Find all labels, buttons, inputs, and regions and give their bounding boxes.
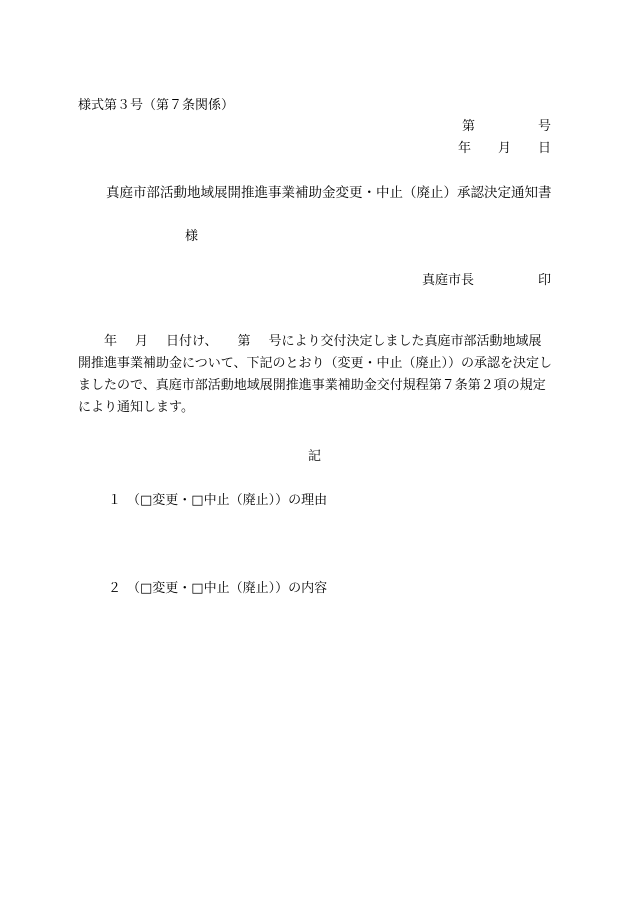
- doc-number-go: 号: [538, 119, 552, 134]
- date-year: 年: [458, 141, 472, 156]
- body-text: 号により交付決定しました真庭市部活動地域展開推進事業補助金について、下記のとおり（変更・中止（廃止））の承認を決定しましたので、真庭市部活動地域展開推進事業補助金交付規程第７条第２項の規定により通知します。: [78, 334, 552, 415]
- issuer-seal: 印: [538, 273, 552, 288]
- body-year: 年: [104, 334, 118, 349]
- body-number-dai: 第: [237, 334, 251, 349]
- document-title: 真庭市部活動地域展開推進事業補助金変更・中止（廃止）承認決定通知書: [106, 185, 552, 201]
- item-2-number: ２: [108, 581, 122, 596]
- body-month: 月: [135, 334, 149, 349]
- date-month: 月: [498, 141, 512, 156]
- item-2-text: （□変更・□中止（廃止））の内容: [127, 581, 328, 596]
- body-paragraph: [78, 331, 554, 419]
- body-day-suffix: 日付け、: [166, 334, 218, 349]
- item-1-number: １: [108, 493, 122, 508]
- doc-number-dai: 第: [462, 119, 476, 134]
- ki-heading: 記: [308, 449, 322, 464]
- issuer-name: 真庭市長: [422, 273, 475, 288]
- form-label: 様式第３号（第７条関係）: [78, 98, 235, 113]
- item-1-text: （□変更・□中止（廃止））の理由: [127, 493, 328, 508]
- date-day: 日: [538, 141, 552, 156]
- addressee-suffix: 様: [185, 229, 199, 244]
